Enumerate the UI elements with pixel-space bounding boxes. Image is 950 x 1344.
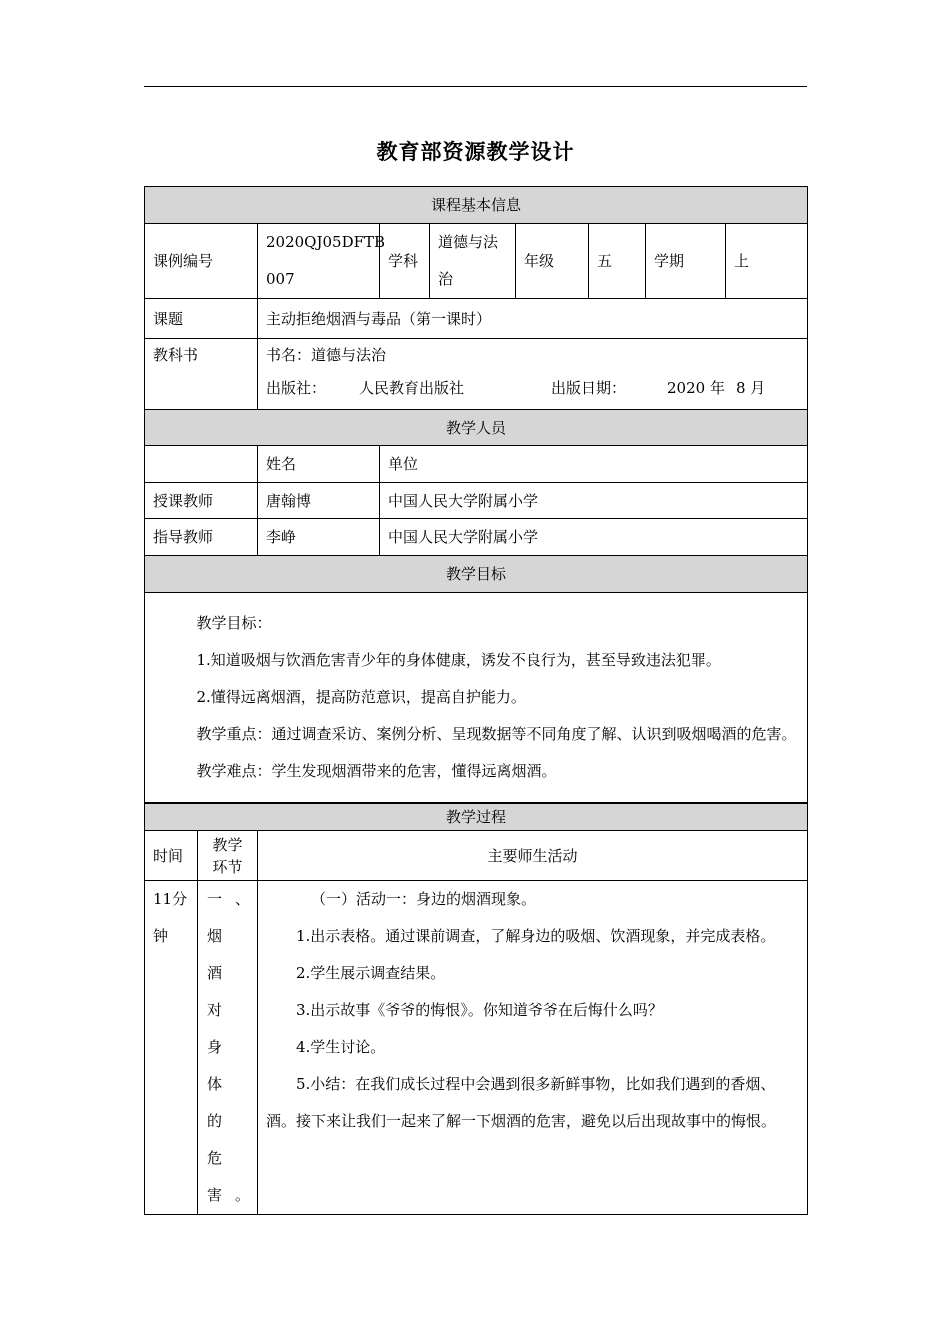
- process-time: 11分钟: [145, 881, 198, 1215]
- staff-name: 李峥: [258, 519, 380, 556]
- staff-unit: 中国人民大学附属小学: [380, 519, 808, 556]
- section-header-process: 教学过程: [145, 804, 808, 831]
- section-header-basic: 课程基本信息: [145, 187, 808, 224]
- code-value-line2: 007: [266, 270, 295, 288]
- activity-line: 5.小结：在我们成长过程中会遇到很多新鲜事物，比如我们遇到的香烟、酒。接下来让我们一起来了解一下烟酒的危害，避免以后出现故事中的悔恨。: [266, 1075, 777, 1130]
- publisher-label: 出版社：: [266, 379, 327, 397]
- textbook-label: 教科书: [145, 339, 258, 410]
- grade-label: 年级: [516, 224, 589, 299]
- activity-line: 2.学生展示调查结果。: [296, 964, 446, 982]
- goals-content: [145, 593, 808, 803]
- process-activities: [258, 881, 808, 1215]
- activity-line: 4.学生讨论。: [296, 1038, 386, 1056]
- publish-date-label: 出版日期：: [551, 379, 627, 397]
- goals-line: 教学目标：: [196, 614, 272, 632]
- code-value-line1: 2020QJ05DFTB: [266, 233, 386, 251]
- subject-label: 学科: [380, 224, 430, 299]
- process-col-time: 时间: [145, 831, 198, 881]
- subject-value: [430, 224, 516, 299]
- textbook-name: 书名：道德与法治: [266, 346, 387, 364]
- process-col-activity: 主要师生活动: [258, 831, 808, 881]
- subject-value-line2: 治: [438, 270, 454, 288]
- goals-line: 1.知道吸烟与饮酒危害青少年的身体健康，诱发不良行为，甚至导致违法犯罪。: [196, 651, 721, 669]
- subject-value-line1: 道德与法: [438, 233, 499, 251]
- page-title: 教育部资源教学设计: [376, 140, 575, 164]
- section-header-goals: 教学目标: [145, 556, 808, 593]
- teaching-process-table: [144, 803, 808, 1215]
- staff-name: 唐翰博: [258, 483, 380, 519]
- goals-line: 教学重点：通过调查采访、案例分析、呈现数据等不同角度了解、认识到吸烟喝酒的危害。: [196, 725, 797, 743]
- code-label: 课例编号: [145, 224, 258, 299]
- publisher-value: 人民教育出版社: [359, 379, 465, 397]
- process-stage: 一、烟酒对身体的危害。: [198, 881, 258, 1215]
- staff-unit: 中国人民大学附属小学: [380, 483, 808, 519]
- header-rule: [144, 86, 807, 87]
- process-col-stage: 教学环节: [198, 831, 258, 881]
- publish-date-year: 2020 年: [667, 379, 725, 397]
- term-label: 学期: [646, 224, 726, 299]
- code-value: [258, 224, 386, 299]
- grade-value: 五: [589, 224, 646, 299]
- textbook-info: [258, 339, 808, 410]
- staff-col-name: 姓名: [258, 446, 380, 483]
- section-header-staff: 教学人员: [145, 410, 808, 446]
- staff-role: 指导教师: [145, 519, 258, 556]
- topic-value: 主动拒绝烟酒与毒品（第一课时）: [258, 299, 808, 339]
- activity-line: （一）活动一：身边的烟酒现象。: [311, 890, 537, 908]
- activity-line: 1.出示表格。通过课前调查，了解身边的吸烟、饮酒现象，并完成表格。: [296, 927, 776, 945]
- staff-corner-cell: [145, 446, 258, 483]
- course-info-table: [144, 186, 808, 803]
- term-value: 上: [726, 224, 808, 299]
- goals-line: 2.懂得远离烟酒，提高防范意识，提高自护能力。: [196, 688, 526, 706]
- publish-date-month: 8 月: [736, 379, 766, 397]
- staff-col-unit: 单位: [380, 446, 808, 483]
- staff-role: 授课教师: [145, 483, 258, 519]
- goals-line: 教学难点：学生发现烟酒带来的危害，懂得远离烟酒。: [196, 762, 557, 780]
- publisher-line: [266, 372, 799, 405]
- topic-label: 课题: [145, 299, 258, 339]
- activity-line: 3.出示故事《爷爷的悔恨》。你知道爷爷在后悔什么吗？: [296, 1001, 663, 1019]
